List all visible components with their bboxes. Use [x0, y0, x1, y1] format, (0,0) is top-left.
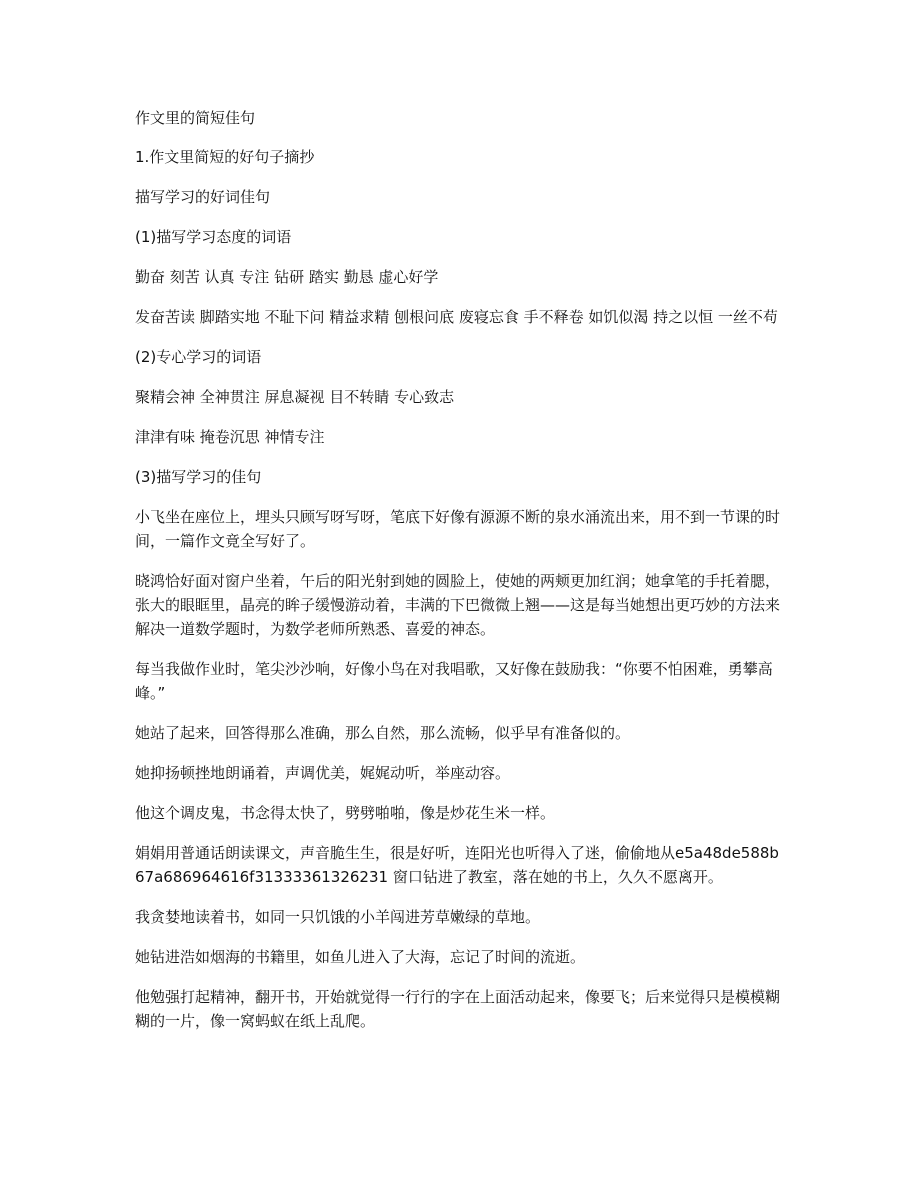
idiom-list: 津津有味 掩卷沉思 神情专注 — [135, 428, 325, 446]
idiom-list: 发奋苦读 脚踏实地 不耻下问 精益求精 刨根问底 废寝忘食 手不释卷 如饥似渴 持之以恒 一丝不苟 — [135, 308, 778, 326]
sentence-paragraph: 他这个调皮鬼，书念得太快了，劈劈啪啪，像是炒花生米一样。 — [135, 804, 556, 822]
category-heading: (1)描写学习态度的词语 — [135, 228, 292, 246]
section-heading: 1.作文里简短的好句子摘抄 — [135, 148, 315, 166]
word-list: 勤奋 刻苦 认真 专注 钻研 踏实 勤恳 虚心好学 — [135, 268, 439, 286]
sentence-paragraph: 晓鸿恰好面对窗户坐着，午后的阳光射到她的圆脸上，使她的两颊更加红润；她拿笔的手托着腮，张大的眼眶里，晶亮的眸子缓慢游动着，丰满的下巴微微上翘——这是每当她想出更巧妙的方法来解决一道数学题时，为数学老师所熟悉、喜爱的神态。 — [135, 572, 781, 638]
sentence-paragraph: 他勉强打起精神，翻开书，开始就觉得一行行的字在上面活动起来，像要飞；后来觉得只是模模糊糊的一片，像一窝蚂蚁在纸上乱爬。 — [135, 988, 781, 1030]
sentence-paragraph: 小飞坐在座位上，埋头只顾写呀写呀，笔底下好像有源源不断的泉水涌流出来，用不到一节课的时间，一篇作文竟全写好了。 — [135, 508, 781, 550]
sentence-paragraph: 她抑扬顿挫地朗诵着，声调优美，娓娓动听，举座动容。 — [135, 764, 511, 782]
sentence-paragraph: 每当我做作业时，笔尖沙沙响，好像小鸟在对我唱歌，又好像在鼓励我：“你要不怕困难，勇攀高峰。” — [135, 660, 773, 702]
sentence-paragraph: 我贪婪地读着书，如同一只饥饿的小羊闯进芳草嫩绿的草地。 — [135, 908, 541, 926]
category-heading: (2)专心学习的词语 — [135, 348, 262, 366]
category-heading: (3)描写学习的佳句 — [135, 468, 262, 486]
idiom-list: 聚精会神 全神贯注 屏息凝视 目不转睛 专心致志 — [135, 388, 455, 406]
sentence-paragraph: 她站了起来，回答得那么准确，那么自然，那么流畅，似乎早有准备似的。 — [135, 724, 631, 742]
sentence-paragraph: 娟娟用普通话朗读课文，声音脆生生，很是好听，连阳光也听得入了迷，偷偷地从e5a48de588b67a686964616f31333361326231 窗口钻进了教室，落在她的书上，久久不愿离开。 — [135, 844, 779, 886]
subsection-heading: 描写学习的好词佳句 — [135, 188, 271, 206]
sentence-paragraph: 她钻进浩如烟海的书籍里，如鱼儿进入了大海，忘记了时间的流逝。 — [135, 948, 586, 966]
document-body — [135, 106, 785, 1049]
document-title: 作文里的简短佳句 — [135, 109, 256, 127]
